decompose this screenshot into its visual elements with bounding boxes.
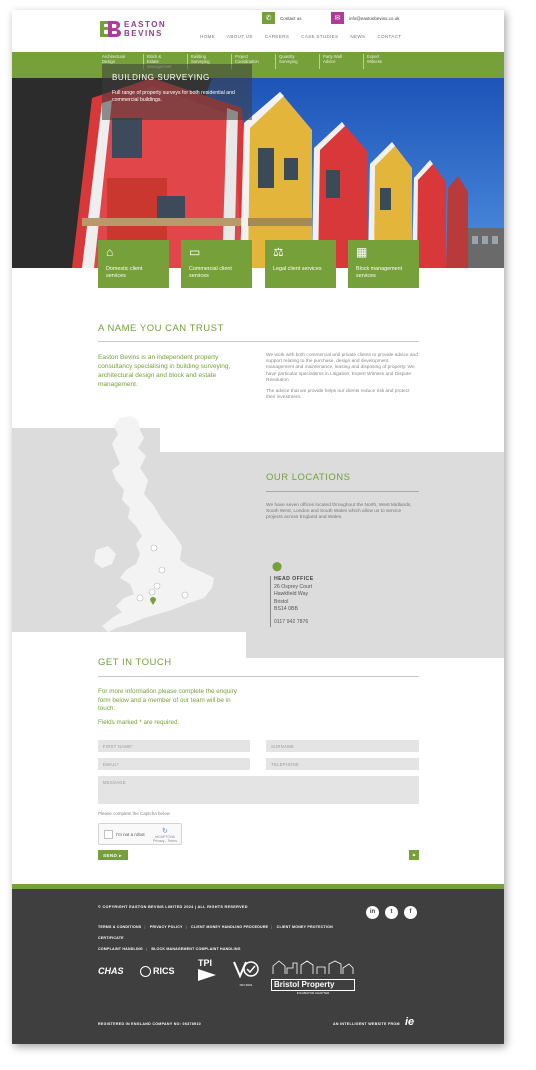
- recaptcha-icon: ↻: [162, 828, 168, 835]
- footer-links: [98, 922, 358, 955]
- trust-paragraph-2: The advice that we provide helps our clients reduce risk and protect their investment.: [266, 389, 410, 401]
- bristol-property-logo: [271, 960, 355, 995]
- locations-map: [12, 414, 504, 666]
- contact-heading: GET IN TOUCH: [98, 657, 172, 668]
- rics-logo: [140, 966, 175, 977]
- send-label: SEND: [103, 853, 118, 858]
- locations-divider: [266, 491, 419, 492]
- service-tile-domestic[interactable]: [98, 240, 169, 288]
- required-fields-note: Fields marked * are required.: [98, 719, 180, 726]
- tpi-text: TPI: [198, 958, 213, 968]
- subnav-text: Project: [235, 54, 249, 59]
- link-separator: |: [271, 925, 273, 929]
- rics-emblem-icon: [140, 966, 151, 977]
- footer-link-client-money-protection[interactable]: CLIENT MONEY PROTECTION CERTIFICATE: [98, 925, 333, 940]
- subnav-text: Building: [191, 54, 206, 59]
- logo-text-line1: EASTON: [124, 20, 167, 29]
- address-line-3: Bristol: [274, 598, 289, 605]
- iso-check-icon: [232, 960, 260, 978]
- link-separator: |: [145, 947, 148, 951]
- company-registration: REGISTERED IN ENGLAND COMPANY NO: 06378910: [98, 1022, 201, 1026]
- address-line-4: BS14 0BB: [274, 606, 298, 613]
- footer-link-privacy[interactable]: PRIVACY POLICY: [149, 925, 183, 929]
- tpi-logo: [198, 958, 218, 986]
- service-label: Commercial client services: [189, 266, 232, 279]
- message-field[interactable]: MESSAGE: [98, 776, 419, 804]
- hero-title: BUILDING SURVEYING: [112, 73, 210, 82]
- subnav-text: Surveying: [191, 59, 210, 64]
- phone-icon: ✆: [262, 12, 275, 24]
- locations-text: We have seven offices located throughout the North, West Midlands, South West, London and South Wales which allow us to service projects across England and Wales.: [266, 503, 412, 521]
- telephone-field[interactable]: TELEPHONE: [266, 758, 419, 770]
- service-label: Domestic client services: [106, 266, 143, 279]
- subnav-text: Design: [102, 59, 116, 64]
- captcha-prompt: Please complete the Captcha below: [98, 811, 170, 816]
- head-office-label: HEAD OFFICE: [274, 576, 314, 582]
- subnav-text: Estate: [147, 59, 159, 64]
- head-office-address: [270, 576, 314, 627]
- logo-mark-icon: [96, 19, 122, 39]
- intelligent-logo[interactable]: ie: [405, 1016, 415, 1028]
- subnav-text: Coordination: [235, 59, 259, 64]
- back-to-top-button[interactable]: [409, 850, 419, 860]
- building-icon: ▭: [189, 245, 201, 259]
- trust-paragraph-1: We work with both commercial and private clients to provide advice and support relating to the purchase, design and development, management and maintenance, leasing and disposing of property. We have particular specialisms in Litigation, Expert Witness and Dispute Resolution.: [266, 353, 418, 383]
- page-frame: [12, 10, 504, 1044]
- subnav-expert-witness[interactable]: [363, 54, 397, 69]
- subnav-text: Surveying: [279, 59, 298, 64]
- subnav-text: Block &: [147, 54, 162, 59]
- hero-text: Full range of property surveys for both residential and commercial buildings.: [112, 90, 235, 103]
- address-line-1: 26 Osprey Court: [274, 583, 313, 590]
- subnav-quantity-surveying[interactable]: [275, 54, 309, 69]
- captcha-label: I'm not a robot: [116, 832, 145, 837]
- footer-link-client-money-handling[interactable]: CLIENT MONEY HANDLING PROCEDURE: [191, 925, 269, 929]
- nav-news[interactable]: NEWS: [350, 34, 366, 39]
- trust-intro: Easton Bevins is an independent property consultancy specialising in building surveying, architectural design and block and estate management.: [98, 354, 231, 388]
- send-button[interactable]: [98, 850, 128, 860]
- trust-heading: A NAME YOU CAN TRUST: [98, 323, 224, 334]
- contact-us-label: Contact us: [280, 15, 302, 21]
- recaptcha-brand: reCAPTCHA: [155, 835, 175, 839]
- hero-houses-image: [12, 78, 504, 268]
- rics-text: RICS: [153, 966, 175, 976]
- link-separator: |: [185, 925, 187, 929]
- email-field[interactable]: EMAIL*: [98, 758, 250, 770]
- site-logo[interactable]: [96, 19, 176, 45]
- website-by-text: AN INTELLIGENT WEBSITE FROM: [333, 1022, 400, 1026]
- footer-link-block-complaint-handling[interactable]: BLOCK MANAGEMENT COMPLAINT HANDLING: [151, 947, 241, 951]
- subnav-text: Advice: [323, 59, 336, 64]
- subnav-text: Architectural: [102, 54, 126, 59]
- arrow-right-icon: ▸: [119, 853, 122, 858]
- link-separator: |: [144, 925, 146, 929]
- tpi-emblem-icon: [198, 969, 216, 981]
- subnav-text: Party Wall: [323, 54, 342, 59]
- main-nav: [200, 34, 413, 39]
- hero-banner: [12, 78, 504, 268]
- subnav-text: Witness: [367, 59, 382, 64]
- recaptcha-widget: [98, 823, 182, 845]
- iso-logo: [232, 960, 260, 987]
- service-tile-block-management[interactable]: [348, 240, 419, 288]
- iso-text: ISO 9001: [239, 983, 253, 987]
- recaptcha-logo: [153, 827, 177, 843]
- nav-home[interactable]: HOME: [200, 34, 215, 39]
- locations-heading: OUR LOCATIONS: [266, 472, 351, 483]
- skyline-icon: [271, 960, 355, 974]
- map-pin-icon: ⬤: [272, 561, 283, 571]
- service-label: Block management services: [356, 266, 403, 279]
- subnav-party-wall-advice[interactable]: [319, 54, 353, 69]
- arrow-up-icon: ▲: [411, 852, 417, 858]
- subnav-text: Expert: [367, 54, 380, 59]
- gavel-icon: ⚖: [273, 245, 284, 259]
- recaptcha-terms: Privacy - Terms: [152, 839, 177, 843]
- nav-about-us[interactable]: ABOUT US: [226, 34, 253, 39]
- contact-divider: [98, 676, 419, 677]
- email-link[interactable]: [331, 12, 399, 24]
- first-name-field[interactable]: FIRST NAME*: [98, 740, 250, 752]
- hero-caption: [102, 64, 252, 120]
- contact-intro: For more information please complete the enquiry form below and a member of our team will be in touch.: [98, 688, 237, 712]
- subnav-text: Quantity: [279, 54, 295, 59]
- captcha-checkbox[interactable]: [104, 830, 113, 839]
- chas-logo: CHAS: [98, 966, 124, 976]
- home-icon: ⌂: [106, 245, 114, 259]
- email-label: info@eastonbevins.co.uk: [349, 15, 400, 21]
- footer-link-terms[interactable]: TERMS & CONDITIONS: [98, 925, 142, 929]
- trust-details: [266, 353, 418, 406]
- service-tile-legal[interactable]: [265, 240, 336, 288]
- surname-field[interactable]: SURNAME: [266, 740, 419, 752]
- envelope-icon: ✉: [331, 12, 344, 24]
- address-line-2: Hawkfield Way: [274, 591, 309, 598]
- bristol-property-subtext: INCUBATOR CHAPTER: [296, 991, 330, 995]
- apartment-block-icon: ▦: [356, 245, 368, 259]
- contact-us-link[interactable]: [262, 12, 302, 24]
- linkedin-icon[interactable]: in: [366, 906, 379, 919]
- nav-careers[interactable]: CAREERS: [264, 34, 290, 39]
- trust-divider: [98, 341, 419, 342]
- logo-text-line2: BEVINS: [124, 29, 163, 38]
- twitter-icon[interactable]: t: [385, 906, 398, 919]
- facebook-icon[interactable]: f: [404, 906, 417, 919]
- service-label: Legal client services: [273, 266, 322, 272]
- office-phone[interactable]: 0117 942 7876: [274, 618, 309, 625]
- nav-case-studies[interactable]: CASE STUDIES: [301, 34, 339, 39]
- footer-link-complaint-handling[interactable]: COMPLAINT HANDLING: [98, 947, 143, 951]
- nav-contact[interactable]: CONTACT: [377, 34, 402, 39]
- service-tile-commercial[interactable]: [181, 240, 252, 288]
- bristol-property-text: Bristol Property: [271, 979, 355, 991]
- copyright-text: © COPYRIGHT EASTON BEVINS LIMITED 2024 | ALL RIGHTS RESERVED: [98, 905, 248, 909]
